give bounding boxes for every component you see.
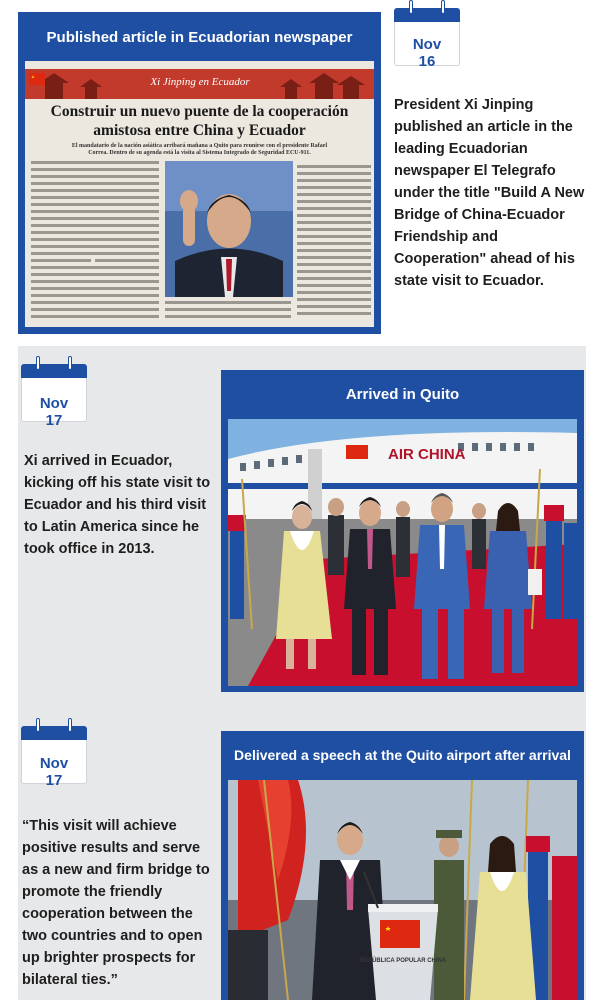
- section2-description: Xi arrived in Ecuador, kicking off his state visit to Ecuador and his third visit to Latin America since he took office in 2013.: [24, 453, 211, 557]
- newspaper-illustration: [25, 61, 374, 327]
- newspaper-card-title: Published article in Ecuadorian newspaper: [46, 29, 353, 46]
- section1-description: President Xi Jinping published an article in the leading Ecuadorian newspaper El Telegrafo under the title "Build A New Bridge of China-Ecuador Friendship and Cooperation" ahead of his state visit to Ecuador.: [394, 97, 585, 289]
- date-month-2: Nov: [39, 395, 69, 412]
- date-day-2: 17: [45, 412, 63, 429]
- date-month-3: Nov: [39, 755, 69, 772]
- newspaper-photo: [25, 61, 374, 327]
- arrival-illustration: [228, 419, 577, 686]
- podium-text: REPÚBLICA POPULAR CHINA: [359, 958, 447, 964]
- arrival-photo: [228, 419, 577, 686]
- section3-quote: “This visit will achieve positive results and serve as a new and firm bridge to promote the friendly cooperation between the two countries and to open up brighter prospects for bilateral ties.”: [22, 818, 210, 988]
- date-day-1: 16: [418, 53, 436, 70]
- date-day-3: 17: [45, 772, 63, 789]
- speech-card-title: Delivered a speech at the Quito airport after arrival: [234, 747, 571, 763]
- newspaper-headline-2: amistosa entre China y Ecuador: [93, 122, 306, 139]
- plane-text: AIR CHINA: [388, 446, 466, 463]
- date-month-1: Nov: [412, 36, 442, 53]
- newspaper-card: [18, 12, 381, 334]
- speech-illustration: [228, 780, 577, 1000]
- speech-card: [221, 731, 584, 1000]
- arrival-card-title: Arrived in Quito: [345, 386, 460, 403]
- newspaper-banner-text: Xi Jinping en Ecuador: [150, 76, 250, 88]
- newspaper-headline-1: Construir un nuevo puente de la cooperación: [50, 103, 349, 120]
- speech-photo: [228, 780, 577, 1000]
- newspaper-lead: El mandatario de la nación asiática arribará mañana a Quito para reunirse con el presidente Rafael Correa. Dentro de su agenda está la visita al Sistema Integrado de Seguridad ECU-911.: [71, 143, 328, 156]
- arrival-card: [221, 370, 584, 692]
